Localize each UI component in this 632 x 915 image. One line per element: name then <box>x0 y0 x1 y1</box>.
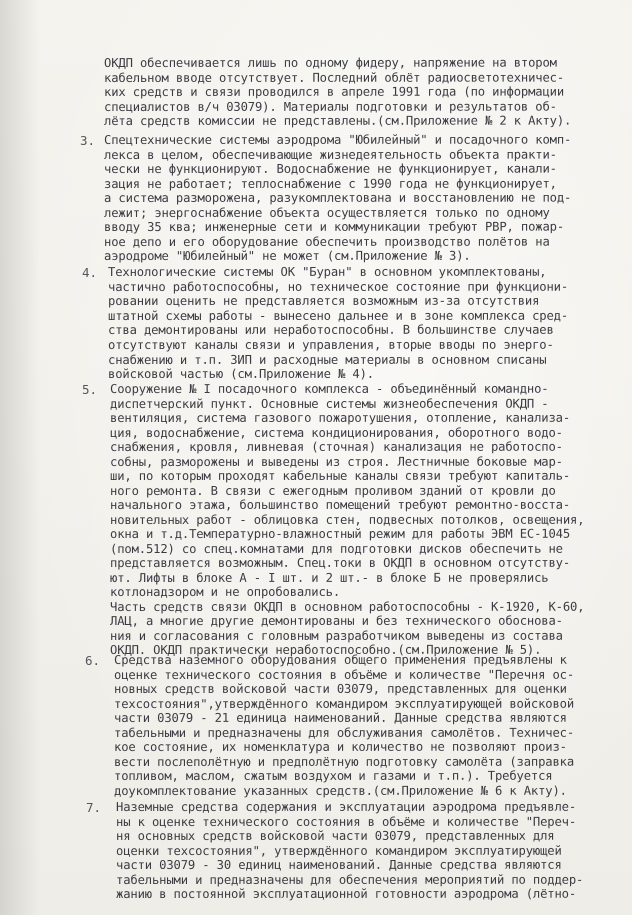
text-line: кое состояние, их номенклатура и количество не позволяют произ- <box>113 739 567 754</box>
text-line: окна и т.д.Температурно-влажностный режим для работы ЭВМ ЕС-1045 <box>109 526 571 541</box>
text-line: ОКДП обеспечивается лишь по одному фидеру, напряжение на втором <box>103 55 557 70</box>
text-line: ства демонтированы или неработоспособны. В большинстве случаев <box>107 323 554 338</box>
text-line: отсутствуют каналы связи и управления, вторые вводы по энерго- <box>107 337 554 352</box>
text-line: снабжению и т.п. ЗИП и расходные материалы в основном списаны <box>107 352 547 367</box>
text-line: ция, водоснабжение, система кондиционирования, оборотного водо- <box>109 425 563 440</box>
text-line: лекса в целом, обеспечивающие жизнедеятельность объекта практи- <box>103 147 557 162</box>
text-line: ния и согласования с головным разработчиком выведены из состава <box>109 628 563 643</box>
text-line: котлонадзором и не опробовались. <box>109 584 341 599</box>
text-line: ют. Лифты в блоке А - I шт. и 2 шт.- в блоке Б не проверялись <box>109 570 549 585</box>
text-line: ны к оценке технического состояния в объёме и количестве "Переч- <box>115 814 577 829</box>
text-line: части 03079 - 30 единиц наименований. Данные средства являются <box>115 857 562 872</box>
text-line: зация не работает; теплоснабжение с 1990 года не функционирует, <box>103 176 557 191</box>
text-line: части 03079 - 21 единица наименований. Данные средства являются <box>113 710 567 725</box>
text-line: доукомплектование указанных средств.(см.Приложение № 6 к Акту). <box>113 783 567 798</box>
text-line: ня основных средств войсковой части 03079, представленных для <box>115 828 555 843</box>
item-number: 5. <box>82 382 98 397</box>
text-line: Сооружение № I посадочного комплекса - объединённый командно- <box>109 381 549 396</box>
text-line: топливом, маслом, сжатым воздухом и газами и т.п.). Требуется <box>113 768 553 783</box>
text-line: начального этажа, большинство помещений требуют ремонтно-восста- <box>109 497 571 512</box>
text-line: специалистов в/ч 03079). Материалы подготовки и результатов об- <box>103 99 557 114</box>
text-line: ЛАЦ, а многие другие демонтированы и без технического обоснова- <box>109 613 563 628</box>
text-line: войсковой частью (см.Приложение № 4). <box>107 367 374 382</box>
text-line: оценке технического состояния в объёме и количестве "Перечня ос- <box>113 667 575 682</box>
text-line: ких средств и связи проводился в апреле 1991 года (по информации <box>103 84 565 100</box>
text-line: ровании оценить не представляется возможным из-за отсутствия <box>107 293 540 309</box>
text-line: оценки техсостояния", утверждённого командиром эксплуатирующей <box>115 843 562 858</box>
text-line: штатной схемы работы - вынесено дальнее и в зоне комплекса сред- <box>107 308 569 323</box>
text-line: табельными и предназначены для обслуживания самолётов. Техничес- <box>113 725 575 740</box>
text-line: частично работоспособны, но техническое состояние при функциони- <box>107 279 569 294</box>
text-line: Средства наземного оборудования общего применения предъявлены к <box>113 652 567 667</box>
text-line: диспетчерский пункт. Основные системы жизнеобеспечения ОКДП - <box>109 396 549 411</box>
text-line: снабжения, кровля, ливневая (сточная) канализация не работоспо- <box>109 439 563 454</box>
text-line: представляется возможным. Спец.токи в ОКДП в основном отсутству- <box>109 555 571 570</box>
text-line: ное депо и его оборудование обеспечить производство полётов на <box>103 234 550 249</box>
item-number: 3. <box>80 133 96 148</box>
text-line: кабельном вводе отсутствует. Последний облёт радиосветотехничес- <box>103 70 565 85</box>
text-line: (пом.512) со спец.комнатами для подготовки дисков обеспечить не <box>109 541 563 556</box>
text-line: техсостояния",утверждённого командиром эксплуатирующей войсковой <box>113 696 575 711</box>
text-line: аэродроме "Юбилейный" не может (см.Приложение № 3). <box>103 248 471 263</box>
text-line: а система разморожена, разукомплектована и восстановлению не под- <box>103 190 572 205</box>
text-line: Наземные средства содержания и эксплуатации аэродрома предъявле- <box>115 799 577 814</box>
text-line: табельными и предназначены для обеспечения мероприятий по поддер- <box>115 872 584 887</box>
text-line: собны, разморожены и выведены из строя. Лестничные боковые мар- <box>109 454 563 469</box>
page-edge-shadow <box>0 0 40 915</box>
text-line: лёта средств комиссии не представлены.(см.Приложение № 2 к Акту). <box>103 113 572 129</box>
text-line: вести послеполётную и предполётную подготовку самолёта (заправка <box>113 754 575 769</box>
text-line: жанию в постоянной эксплуатационной готовности аэродрома (лётно- <box>115 886 577 901</box>
item-number: 4. <box>82 265 98 280</box>
text-line: Часть средств связи ОКДП в основном работоспособны - К-1920, К-60, <box>109 599 585 614</box>
text-line: ного ремонта. В связи с ежегодным проливом зданий от кровли до <box>109 483 556 498</box>
text-line: Спецтехнические системы аэродрома "Юбилейный" и посадочного комп- <box>103 132 572 147</box>
text-line: чески не функционируют. Водоснабжение не функционирует, канали- <box>103 161 557 176</box>
item-number: 6. <box>85 653 101 668</box>
text-line: ОКДП. ОКДП практически неработоспособно.(см.Приложение № 5). <box>109 642 542 657</box>
text-line: вводу 35 ква; инженерные сети и коммуникации требуют РВР, пожар- <box>103 219 565 234</box>
text-line: ши, по которым проходят кабельные каналы связи требуют капиталь- <box>109 468 571 483</box>
text-line: Технологические системы ОК "Буран" в основном укомплектованы, <box>107 264 547 279</box>
item-number: 7. <box>86 800 102 815</box>
text-line: лежит; энергоснабжение объекта осуществляется только по одному <box>103 205 550 220</box>
text-line: новительных работ - облицовка стен, подвесных потолков, освещения, <box>109 512 585 527</box>
text-line: вентиляция, система газового пожаротушения, отопление, канализа- <box>109 410 571 425</box>
text-line: новных средств войсковой части 03079, представленных для оценки <box>113 681 567 696</box>
